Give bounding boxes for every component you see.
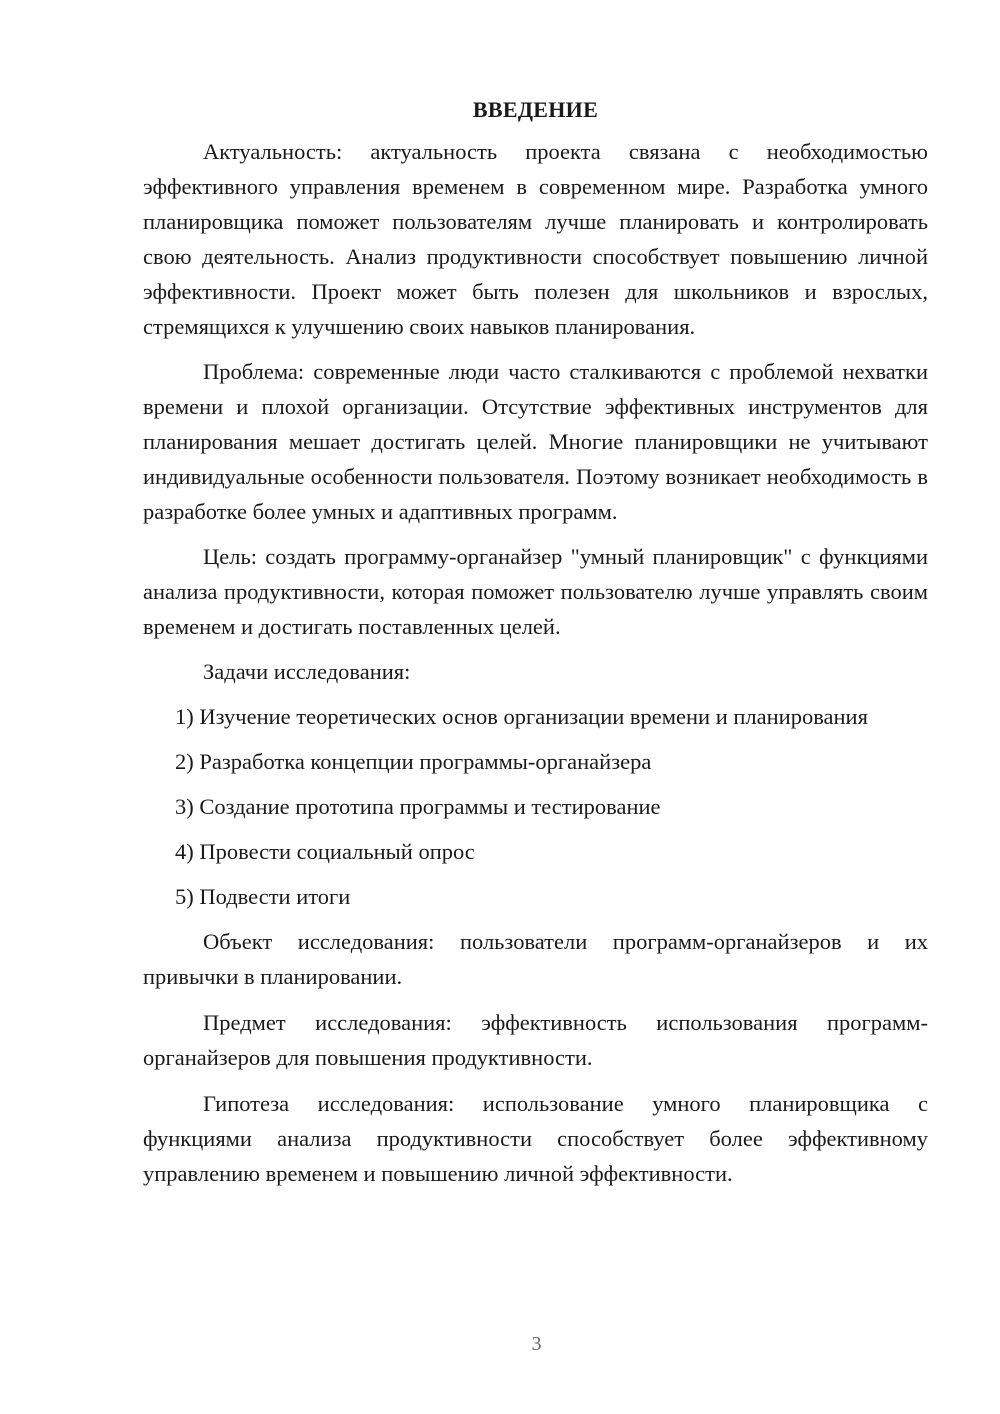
task-item: 2) Разработка концепции программы-органайзера bbox=[175, 749, 652, 774]
relevance-paragraph: Актуальность: актуальность проекта связана с необходимостью эффективного управления временем в современном мире. Разработка умного планировщика поможет пользователям лучше планировать и контролировать свою деятельность. Анализ продуктивности способствует повышению личной эффективности. Проект может быть полезен для школьников и взрослых, стремящихся к улучшению своих навыков планирования. bbox=[143, 139, 928, 339]
task-item: 3) Создание прототипа программы и тестирование bbox=[175, 794, 661, 819]
goal-paragraph: Цель: создать программу-органайзер "умный планировщик" с функциями анализа продуктивности, которая поможет пользователю лучше управлять своим временем и достигать поставленных целей. bbox=[143, 544, 928, 639]
problem-paragraph: Проблема: современные люди часто сталкиваются с проблемой нехватки времени и плохой организации. Отсутствие эффективных инструментов для планирования мешает достигать целей. Многие планировщики не учитывают индивидуальные особенности пользователя. Поэтому возникает необходимость в разработке более умных и адаптивных программ. bbox=[143, 359, 928, 524]
document-page bbox=[143, 92, 928, 1201]
tasks-list bbox=[143, 699, 928, 914]
task-item: 5) Подвести итоги bbox=[175, 884, 351, 909]
task-item: 1) Изучение теоретических основ организации времени и планирования bbox=[175, 704, 868, 729]
task-item: 4) Провести социальный опрос bbox=[175, 839, 475, 864]
subject-paragraph: Предмет исследования: эффективность использования программ-органайзеров для повышения продуктивности. bbox=[143, 1010, 928, 1070]
page-number: 3 bbox=[531, 1333, 542, 1355]
tasks-heading: Задачи исследования: bbox=[203, 659, 411, 684]
section-title: ВВЕДЕНИЕ bbox=[472, 97, 599, 122]
hypothesis-paragraph: Гипотеза исследования: использование умного планировщика с функциями анализа продуктивности способствует более эффективному управлению временем и повышению личной эффективности. bbox=[143, 1091, 928, 1186]
object-paragraph: Объект исследования: пользователи программ-органайзеров и их привычки в планировании. bbox=[143, 929, 928, 989]
